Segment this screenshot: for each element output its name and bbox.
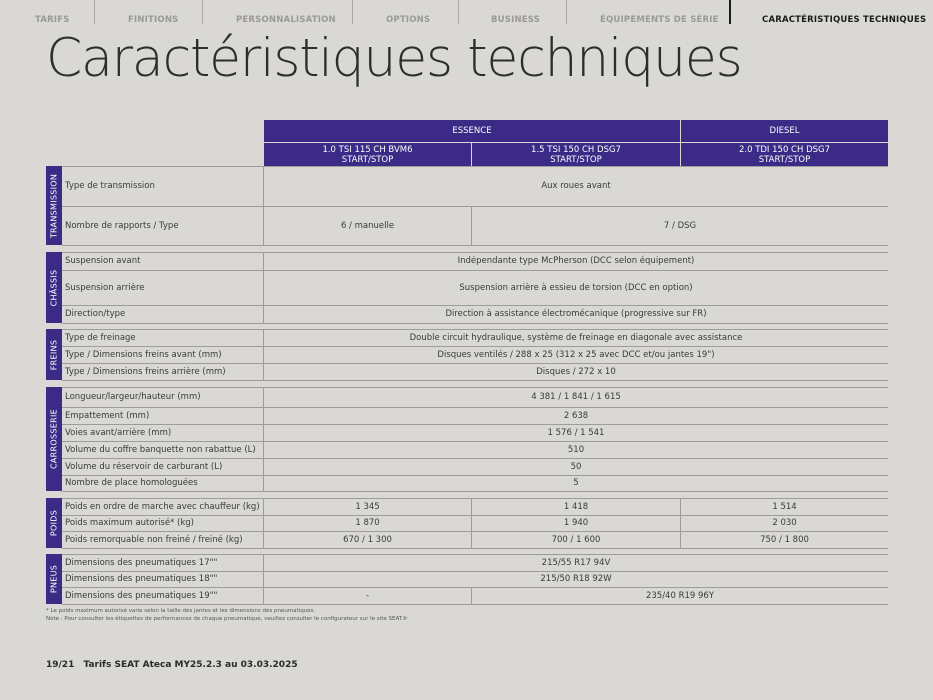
row-value: 750 / 1 800 [760,534,809,545]
nav-separator [352,0,353,24]
row-value: 1 870 [355,518,380,528]
header-col-1: 1.0 TSI 115 CH BVM6 START/STOP [264,143,471,166]
section-poids [46,498,62,548]
row-label: Volume du réservoir de carburant (L) [65,461,223,472]
row-value: 50 [570,461,582,472]
col-divider [471,498,472,548]
row-divider [62,323,888,324]
nav-separator-active [729,0,731,24]
row-value: Disques / 272 x 10 [536,366,616,377]
col-divider [263,166,264,245]
row-divider [62,380,888,381]
nav-tab-equipements[interactable]: ÉQUIPEMENTS DE SÉRIE [600,15,719,25]
header-col-3: 2.0 TDI 150 CH DSG7 START/STOP [681,143,888,166]
section-freins [46,329,62,380]
section-carrosserie [46,387,62,491]
page-title: Caractéristiques techniques [46,28,742,89]
row-value: 7 / DSG [663,220,697,231]
row-label: Type / Dimensions freins avant (mm) [65,349,222,360]
nav-tab-business[interactable]: BUSINESS [491,15,541,25]
row-value: 215/50 R18 92W [540,574,612,584]
section-label: POIDS [49,509,59,537]
row-value: 6 / manuelle [340,220,395,231]
section-label: CHÂSSIS [49,269,59,306]
section-label: PNEUS [49,564,59,594]
row-value: 2 030 [772,518,797,528]
section-transmission [46,166,62,245]
page-footer [46,660,298,670]
row-label: Poids en ordre de marche avec chauffeur (kg) [65,501,260,512]
row-label: Type / Dimensions freins arrière (mm) [65,366,226,377]
row-label: Suspension avant [65,256,141,266]
footnote: * Le poids maximum autorisé varie selon la taille des jantes et les dimensions des pneumatiques. [46,608,316,614]
header-diesel: DIESEL [681,120,888,142]
top-navigation [0,0,933,24]
row-label: Nombre de place homologuées [65,478,198,488]
row-value: 215/55 R17 94V [541,557,611,568]
section-label: CARROSSERIE [49,409,59,469]
row-divider [62,604,888,605]
row-divider [62,491,888,492]
row-value: 4 381 / 1 841 / 1 615 [531,392,621,402]
row-label: Empattement (mm) [65,410,150,421]
section-chassis [46,252,62,323]
nav-tab-personnalisation[interactable]: PERSONNALISATION [236,15,336,25]
row-label: Dimensions des pneumatiques 17"" [65,557,218,568]
nav-separator [458,0,459,24]
row-label: Nombre de rapports / Type [65,220,179,231]
row-label: Direction/type [65,309,126,319]
nav-tab-options[interactable]: OPTIONS [386,15,431,25]
row-label: Type de transmission [65,181,155,191]
row-value: Disques ventilés / 288 x 25 (312 x 25 avec DCC et/ou jantes 19") [437,349,715,360]
nav-tab-caracteristiques[interactable]: CARACTÉRISTIQUES TECHNIQUES [762,15,927,25]
header-essence: ESSENCE [264,120,680,142]
row-value: 1 576 / 1 541 [547,427,605,438]
footer-text: Tarifs SEAT Ateca MY25.2.3 au 03.03.2025 [83,660,298,670]
row-label: Poids remorquable non freiné / freiné (kg) [65,534,243,545]
row-value: Suspension arrière à essieu de torsion (DCC en option) [459,282,693,293]
row-divider [62,245,888,246]
row-value: Aux roues avant [541,181,611,191]
row-value: 1 418 [563,501,589,512]
row-divider [62,548,888,549]
row-label: Volume du coffre banquette non rabattue (L) [65,444,256,455]
nav-separator [566,0,567,24]
row-label: Longueur/largeur/hauteur (mm) [65,392,201,402]
row-value: 1 345 [355,501,380,512]
section-label: TRANSMISSION [49,173,59,238]
row-value: 1 940 [563,518,589,528]
section-pneus [46,554,62,604]
row-value: 5 [573,478,579,488]
col-divider [263,252,264,323]
row-value: 235/40 R19 96Y [645,590,715,601]
col-divider [263,554,264,604]
row-label: Poids maximum autorisé* (kg) [65,518,194,528]
row-label: Voies avant/arrière (mm) [65,427,172,438]
row-value: 510 [567,444,585,455]
col-divider [263,329,264,380]
row-value: Direction à assistance électromécanique (progressive sur FR) [445,309,707,319]
row-value: Double circuit hydraulique, système de freinage en diagonale avec assistance [409,332,743,343]
header-col-2: 1.5 TSI 150 CH DSG7 START/STOP [472,143,680,166]
row-value: 700 / 1 600 [551,534,601,545]
col-divider [263,498,264,548]
col-divider [263,387,264,491]
row-value: 670 / 1 300 [343,534,392,545]
page-number: 19/21 [46,660,75,670]
col-divider [680,498,681,548]
row-label: Dimensions des pneumatiques 19"" [65,590,218,601]
nav-separator [202,0,203,24]
row-value: 1 514 [772,501,797,512]
row-label: Dimensions des pneumatiques 18"" [65,574,218,584]
row-label: Suspension arrière [65,282,145,293]
row-value: Indépendante type McPherson (DCC selon équipement) [457,256,695,266]
row-value: 2 638 [563,410,589,421]
nav-tab-finitions[interactable]: FINITIONS [128,15,179,25]
col-divider [471,587,472,604]
nav-separator [94,0,95,24]
footnote: Note : Pour consulter les étiquettes de performances de chaque pneumatique, veuillez consulter le configurateur sur le site SEAT.fr [46,616,408,622]
nav-tab-tarifs[interactable]: TARIFS [35,15,70,25]
col-divider [471,206,472,245]
row-value: - [365,590,370,601]
section-label: FREINS [49,339,59,370]
row-label: Type de freinage [65,332,136,343]
